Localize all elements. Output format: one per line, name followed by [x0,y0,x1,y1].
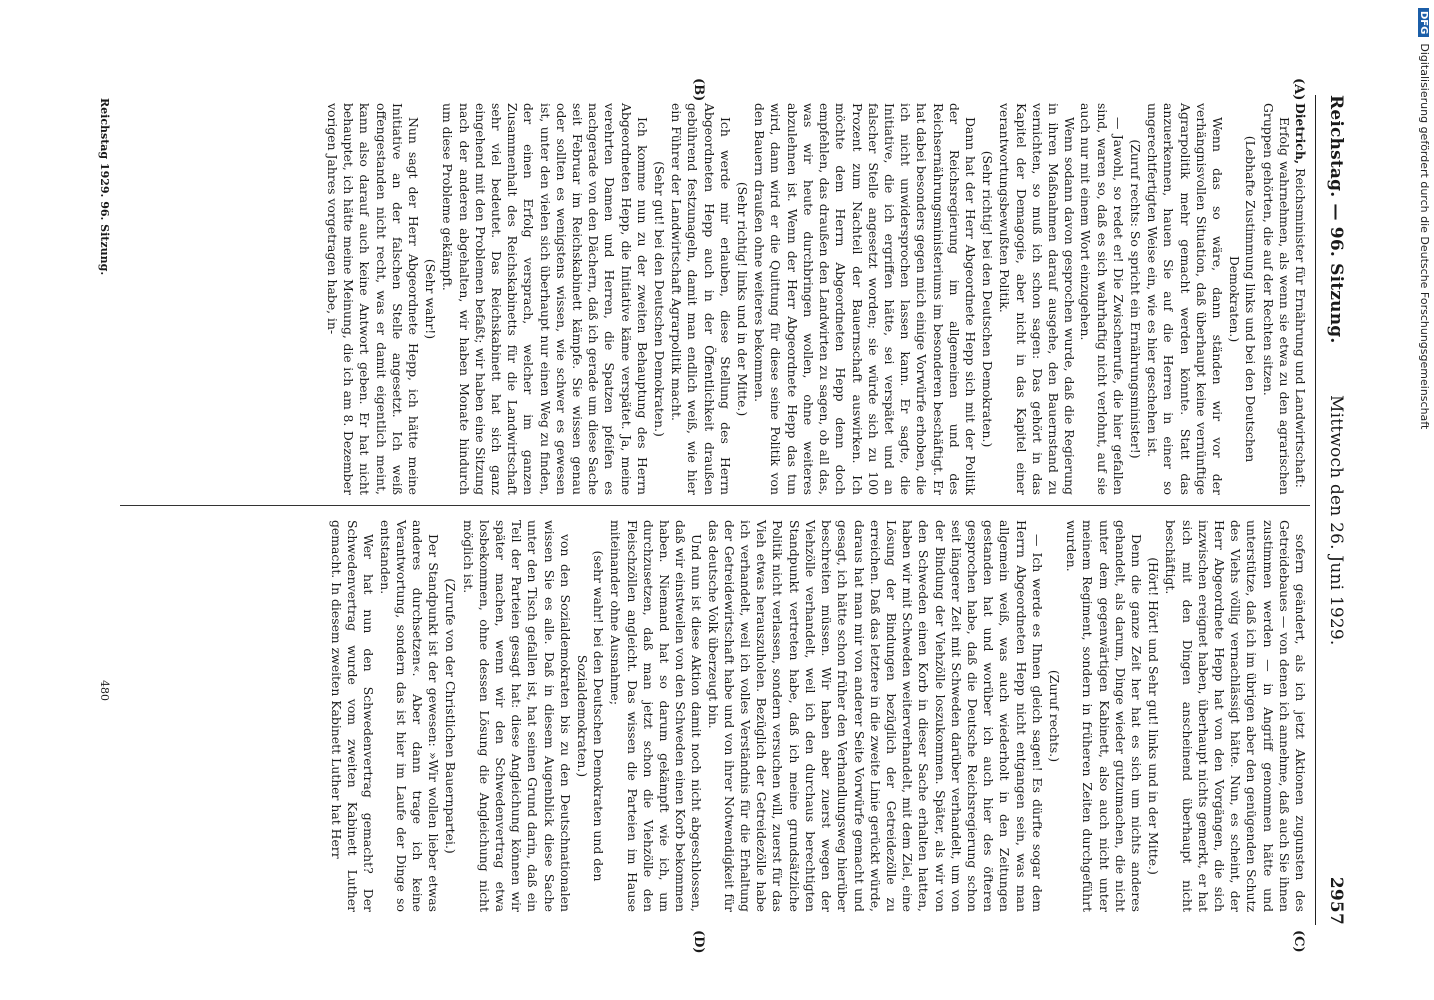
margin-mark-d: (D) [691,930,706,954]
interjection: (Zuruf rechts.) [1046,669,1062,763]
interjection: (Zuruf rechts: So spricht ein Ernährungsminister!) [1127,139,1143,459]
interjection: (sehr wahr! bei den Deutschen Demokraten und den Sozialdemokraten.) [575,550,607,882]
header-date-prefix: Mittwoch den [1326,395,1346,517]
header-date-value: 26. Juni 1929. [1326,522,1346,646]
paragraph: Denn die ganze Zeit her hat es sich um nichts anderes gehandelt, als darum, Dinge wieder gutzumachen, die nicht unter dem gegenwärtigen Kabinett, also auch nicht unter meinem Regiment, sondern in früheren Zeiten durchgeführt wurden. [1064,520,1144,912]
speaker-line [1292,103,1308,495]
paragraph: Wenn das so wäre, dann ständen wir vor der verhängnisvollen Situation, daß überhaupt keine vernünftige Agrarpolitik mehr gemacht werden könnte. Statt das anzuerkennen, hauen Sie auf die Herren in einer so ungerechtfertigten Weise ein, wie es hier geschehen ist. [1145,103,1225,495]
paragraph: Der Standpunkt ist der gewesen: »Wir wollen lieber etwas anderes durchsetzen«. Aber dann trage ich keine Verantwortung, sondern das ist hier im Laufe der Dinge so entstanden. [377,520,442,912]
paragraph: — Ich werde es Ihnen gleich sagen! Es dürfte sogar dem Herrn Abgeordneten Hepp nicht entgangen sein, was man allgemein weiß, was auch wiederholt in den Zeitungen gestanden hat und worüber ich auch hier des öfteren gesprochen habe, daß die Deutsche Reichsregierung schon seit längerer Zeit mit Schweden darüber verhandelt, um von der Bindung der Viehzölle loszukommen. Später, als wir von den Schweden einen Korb in dieser Sache erhalten hatten, haben wir mit Schweden weiterverhandelt, mit dem Ziel, eine Lösung der Bindungen bezüglich der Getreidezölle zu erreichen. Daß das letztere in die zweite Linie gerückt würde, daraus hat man mir von anderer Seite Vorwürfe gemacht und gesagt, ich hätte schon früher den Verhandlungsweg hierüber beschreiten müssen. Wir haben aber zuerst wegen der Viehzölle verhandelt, weil ich den durchaus berechtigten Standpunkt vertreten habe, daß ich meine grundsätzliche Politik nicht verlassen, sondern versuchen will, zuerst für das Vieh etwas herauszuholen. Bezüglich der Getreidezölle habe ich verhandelt, weil ich volles Verständnis für die Erhaltung der Getreidewirtschaft habe und von ihrer Notwendigkeit für das deutsche Volk überzeugt bin. [705,520,1045,912]
interjection: (Sehr gut! bei den Deutschen Demokraten.) [652,161,668,437]
interjection: (Hört! Hört! und Sehr gut! links und in der Mitte.) [1146,557,1162,875]
header-left: Reichstag. — 96. Sitzung. [1326,95,1346,344]
interjection: (Zurufe von der Christlichen Bauernpartei.) [443,578,459,854]
credit-text: Digitalisierung gefördert durch die Deutsche Forschungsgemeinschaft [1418,43,1431,430]
paragraph: Wenn sodann davon gesprochen wurde, daß die Regierung in ihren Maßnahmen darauf ausgehe, den Bauernstand zu vernichten, so muß ich schon sagen: Das gehört in das Kapitel der Demagogie, aber nicht in das Kapitel einer verantwortungsbewußten Politik. [997,103,1078,495]
digitisation-credit [1413,8,1431,703]
footer-left: Reichstag 1929. 96. Sitzung. [98,98,111,276]
paragraph: Ich komme nun zu der zweiten Behauptung des Herrn Abgeordneten Hepp, die Initiative käme verspätet. Ja, meine verehrten Damen und Herren, die Spatzen pfeifen es nachgerade von den Dächern, daß ich gerade um diese Sache seit Februar im Reichskabinett kämpfe. Sie wissen genau oder sollten es wenigstens wissen, wie schwer es gewesen ist, unter den vielen sich überhaupt nur einen Weg zu finden, der einen Erfolg versprach, welcher im ganzen Zusammenhalt des Reichskabinetts für die Landwirtschaft sehr viel bedeutet. Das Reichskabinett hat sich ganz eingehend mit den Problemen befaßt; wir haben eine Sitzung nach der anderen abgehalten, wir haben Monate hindurch um diese Probleme gekämpft. [440,103,650,495]
left-column [324,103,1308,495]
interjection: (Sehr richtig! links und in der Mitte.) [735,181,751,417]
interjection: (Lebhafte Zustimmung links und bei den Deutschen Demokraten.) [1227,135,1259,463]
speaker-role: Reichsminister für Ernährung und Landwirtschaft: [1293,164,1308,488]
paragraph: Wer hat nun den Schwedenvertrag gemacht? Der Schwedenvertrag wurde vom zweiten Kabinett Luther gemacht. In diesem zweiten Kabinett Luther hat Herr [329,520,377,912]
paragraph: von den Sozialdemokraten bis zu den Deutschnationalen wissen Sie es alle. Daß in diesem Augenblick diese Sache unter den Tisch gefallen ist, hat seinen Grund darin, daß ein Teil der Parteien gesagt hat: diese Angleichung können wir später machen, wenn wir den Schwedenvertrag etwa losbekommen, ohne dessen Lösung die Angleichung nicht möglich ist. [460,520,573,912]
paragraph: Ich werde mir erlauben, diese Stellung des Herrn Abgeordneten Hepp auch in der Öffentlichkeit draußen gebührend festzunageln, damit man endlich weiß, wie hier ein Führer der Landwirtschaft Agrarpolitik macht. [669,103,733,495]
header-rule [1315,95,1316,925]
paragraph: Und nun ist diese Aktion damit noch nicht abgeschlossen, daß wir einstweilen von den Schweden einen Korb bekommen haben. Niemand hat so darum gekämpft wie ich, um durchzusetzen, daß man jetzt schon die Viehzölle den Fleischzöllen angleicht. Das wissen die Parteien im Hause miteinander ohne Ausnahme; [608,520,705,912]
column-divider [120,505,1310,506]
margin-mark-a: (A) [1291,78,1306,101]
margin-mark-b: (B) [691,78,706,102]
paragraph: sofern geändert, als ich jetzt Aktionen zugunsten des Getreidebaues — von denen ich annehme, daß auch Sie ihnen zustimmen werden — in Angriff genommen hätte und unterstütze, daß ich im übrigen aber den genügenden Schutz des Viehs völlig vernachlässigt hätte. Nun, es scheint, der Herr Abgeordnete Hepp hat von den Vorgängen, die sich inzwischen ereignet haben, überhaupt nichts gemerkt, er hat sich mit den Dingen anscheinend überhaupt nicht beschäftigt. [1163,520,1308,912]
paragraph: Dann hat der Herr Abgeordnete Hepp sich mit der Politik der Reichsregierung im allgemeinen und des Reichsernährungsministeriums im besonderen beschäftigt. Er hat dabei besonders gegen mich einige Vorwürfe erhoben, die ich nicht unwidersprochen lassen kann. Er sagte, die Initiative, die ich ergriffen hätte, sei verspätet und an falscher Stelle angesetzt worden; sie würde sich zu 100 Prozent zum Nachteil der Bauernschaft auswirken. Ich möchte dem Herrn Abgeordneten Hepp denn doch empfehlen, das draußen den Landwirten zu sagen, ob all das, was wir heute durchbringen wollen, ohne weiteres abzulehnen ist. Wenn der Herr Abgeordnete Hepp das tun wird, dann wird er die Quittung für diese seine Politik von den Bauern draußen ohne weiteres bekommen. [752,103,978,495]
paragraph: — Jawohl, so redet er! Die Zwischenrufe, die hier gefallen sind, waren so, daß es sich wahrhaftig nicht verlohnt, auf sie auch nur mit einem Wort einzugehen. [1078,103,1126,495]
interjection: (Sehr wahr!) [423,258,439,340]
interjection: (Sehr richtig! bei den Deutschen Demokraten.) [980,150,996,448]
margin-mark-c: (C) [1291,930,1306,953]
footer-page-code: 480 [98,680,111,701]
header-date [1326,395,1346,646]
speaker-name: Dietrich, [1293,103,1308,165]
credit-text-wrapper [1413,8,1431,703]
paragraph: Nun sagt der Herr Abgeordnete Hepp, ich hätte meine Initiative an der falschen Stelle angesetzt. Ich weiß offengestanden nicht recht, was er damit eigentlich meint, kann also darauf auch keine Antwort geben. Er hat nicht behauptet, ich hätte meine Meinung, die ich am 8. Dezember vorigen Jahres vorgetragen habe, in- [325,103,422,495]
dfg-logo: DFG [1418,8,1429,37]
page-header [1316,95,1346,925]
page-number: 2957 [1326,876,1346,925]
right-column [328,520,1308,912]
paragraph: Erfolg wahrnehmen, als wenn sie etwa zu den agrarischen Gruppen gehörten, die auf der Rechten sitzen. [1260,103,1292,495]
